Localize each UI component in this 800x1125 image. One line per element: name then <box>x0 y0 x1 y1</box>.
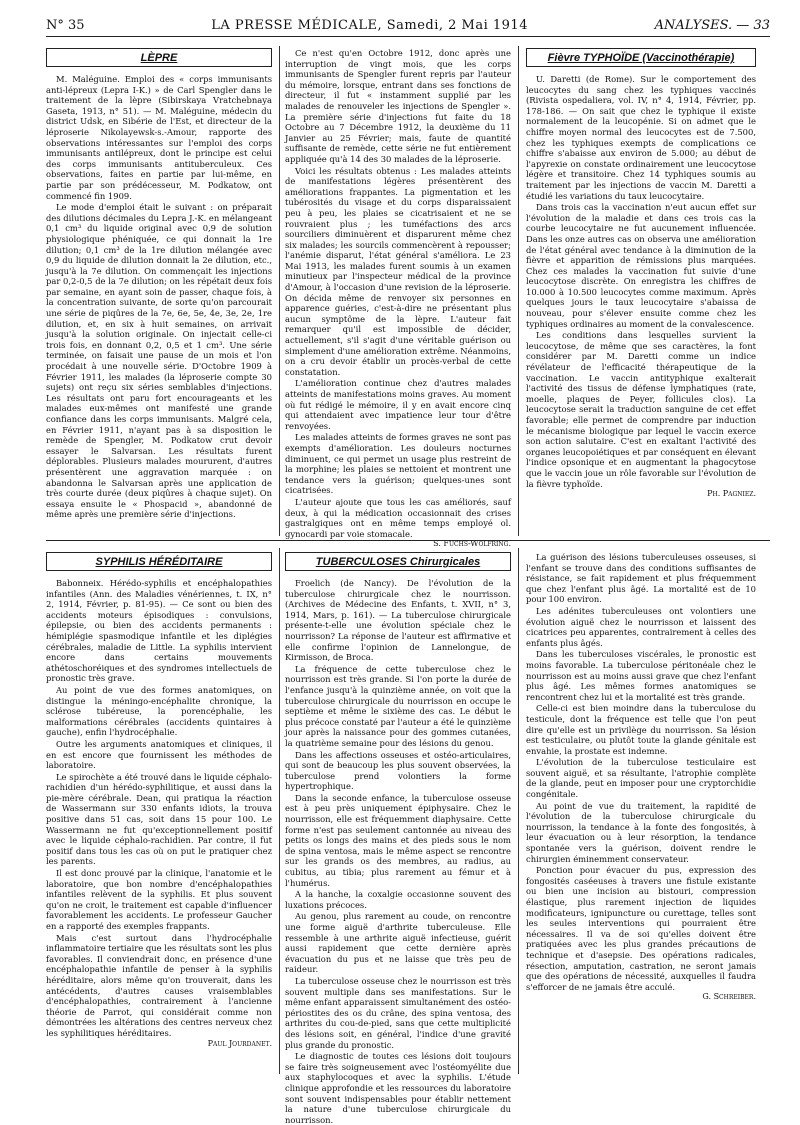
lepre-body <box>46 74 272 520</box>
article-paragraph: Dans trois cas la vaccination n'eut aucun effet sur l'évolution de la maladie et dans ces trois cas la courbe leucocytaire ne fut aucunement influencée. Dans les onze autres cas on observa une amélioration de l'état général avec tendance à la diminution de la fièvre et apparition de rémissions plus marquées. Chez ces malades la vaccination fut suivie d'une leucocytose discrète. On enregistra les chiffres de 10.000 à 10.500 leucocytes comme maximum. Après quelques jours le taux leucocytaire s'abaissa de nouveau, pour s'élever ensuite comme chez les typhiques ordinaires au moment de la convalescence. <box>526 202 756 329</box>
column-divider <box>279 548 280 1074</box>
article-paragraph: A la hanche, la coxalgie occasionne souvent des luxations précoces. <box>285 889 511 910</box>
article-paragraph: Ponction pour évacuer du pus, expression des fongosités caséeuses à travers une fistule existante ou bien une incision au bistouri, compression élastique, plus rarement injection de liquides modificateurs, ignipuncture ou curettage, telles sont les seules interventions qui pourraient être nécessaires. Il va de soi qu'elles doivent être pratiquées avec les plus grandes précautions de technique et d'asepsie. Des opérations radicales, résection, amputation, castration, ne seront jamais que des opérations de nécessité, auxquelles il faudra s'efforcer de ne jamais être acculé. <box>526 865 756 992</box>
typhoide-heading: Fièvre TYPHOÏDE (Vaccinothérapie) <box>526 48 756 67</box>
tuberculoses-body-continued <box>526 552 756 992</box>
article-paragraph: La guérison des lésions tuberculeuses osseuses, si l'enfant se trouve dans des conditions suffisantes de résistance, se fait rapidement et plus fréquemment que chez l'enfant plus âgé. La mortalité est de 10 pour 100 environ. <box>526 552 756 605</box>
article-paragraph: L'amélioration continue chez d'autres malades atteints de manifestations moins graves. Au moment où fut rédigé le mémoire, il y en avait encore cinq qui attendaient avec impatience leur tour d'être renvoyées. <box>285 378 511 431</box>
article-paragraph: U. Daretti (de Rome). Sur le comportement des leucocytes du sang chez les typhiques vaccinés (Rivista ospedaliera, vol. IV, n° 4, 1914, Février, pp. 178-186. — On sait que chez le typhique il existe normalement de la leucopénie. Si on admet que le chiffre moyen normal des leucocytes est de 7.500, chez les typhiques exempts de complications ce chiffre s'abaisse aux environ de 5.000; au début de l'apyrexie on constate ordinairement une leucocytose légère et transitoire. Chez 14 typhiques soumis au traitement par les injections de vaccin M. Daretti a étudié les variations du taux leucocytaire. <box>526 74 756 201</box>
article-paragraph: Les adénites tuberculeuses ont volontiers une évolution aiguë chez le nourrisson et laissent des cicatrices peu apparentes, contrairement à celles des enfants plus âgés. <box>526 605 756 648</box>
lepre-body-continued <box>285 48 511 539</box>
lepre-signature: S. Fuchs-Wolfring. <box>433 539 511 549</box>
article-paragraph: Les conditions dans lesquelles survient la leucocytose, de même que ses caractères, la font considérer par M. Daretti comme un indice révélateur de l'efficacité thérapeutique de la vaccination. Le vaccin antityphique exalterait l'activité des tissus de défense lymphatiques (rate, moelle, plaques de Peyer, follicules clos). La leucocytose serait la traduction sanguine de cet effet favorable; elle permet de comprendre par induction le mécanisme biologique par lequel le vaccin exerce son action salutaire. C'est en exaltant l'activité des organes leucopoiétiques et par conséquent en élevant l'indice opsonique et en augmentant la phagocytose que le vaccin joue un rôle favorable sur l'évolution de la fièvre typhoïde. <box>526 330 756 489</box>
article-paragraph: M. Maléguine. Emploi des « corps immunisants anti-lépreux (Lepra I-K.) » de Carl Spengler dans le traitement de la lèpre (Sibirskaya Vratchebnaya Gaseta, 1913, n° 51). — M. Maléguine, médecin du district Udsk, en Sibérie de l'Est, et directeur de la léproserie Nikolayewsk-s.-Amour, rapporte des observations intéressantes sur l'emploi des corps immunisants antilépreux, dont le principe est celui des corps immunisants antituberculeux. Ces observations, faites en partie par lui-même, en partie par son prédécesseur, M. Podkatow, ont commencé fin 1909. <box>46 74 272 201</box>
article-paragraph: Dans la seconde enfance, la tuberculose osseuse est à peu près uniquement épiphysaire. Chez le nourrisson, elle est fréquemment diaphysaire. Cette forme n'est pas seulement cantonnée au niveau des petits os longs des mains et des pieds sous le nom de spina ventosa, mais le même aspect se rencontre sur les grands os des membres, au radius, au cubitus, au tibia; plus rarement au fémur et à l'humérus. <box>285 792 511 888</box>
article-paragraph: Outre les arguments anatomiques et cliniques, il en est encore que fournissent les méthodes de laboratoire. <box>46 738 272 771</box>
article-paragraph: Froelich (de Nancy). De l'évolution de la tuberculose chirurgicale chez le nourrisson. (Archives de Médecine des Enfants, t. XVII, n° 3, 1914, Mars, p. 161). — La tuberculose chirurgicale présente-t-elle une évolution spéciale chez le nourrisson? La réponse de l'auteur est affirmative et elle confirme l'opinion de Lannelongue, de Kirmisson, de Broca. <box>285 578 511 663</box>
article-paragraph: Dans les affections osseuses et ostéo-articulaires, qui sont de beaucoup les plus souvent observées, la tuberculose prend volontiers la forme hypertrophique. <box>285 749 511 792</box>
page-number: N° 35 <box>46 17 85 33</box>
typhoide-article <box>526 48 756 523</box>
tuberculoses-article <box>285 552 511 1125</box>
article-paragraph: Babonneix. Hérédo-syphilis et encéphalopathies infantiles (Ann. des Maladies vénériennes, t. IX, n° 2, 1914, Février, p. 81-95). — Ce sont ou bien des accidents moteurs épisodiques : convulsions, épilepsie, ou bien des accidents permanents : hémiplégie spasmodique infantile et les diplégies cérébrales, maladie de Little. La syphilis intervient encore dans certains mouvements athétoschoréiques et des syndromes intellectuels de pronostic très grave. <box>46 578 272 684</box>
article-paragraph: Celle-ci est bien moindre dans la tuberculose du testicule, dont la fréquence est telle que l'on peut dire qu'elle est un privilège du nourrisson. Sa lésion est testiculaire, ou plutôt toute la glande génitale est envahie, la prostate est indemne. <box>526 703 756 756</box>
lepre-article-continued <box>285 48 511 549</box>
tuberculoses-article-continued <box>526 552 756 1072</box>
tuberculoses-signature: G. Schreiber. <box>702 992 756 1002</box>
article-paragraph: Voici les résultats obtenus : Les malades atteints de manifestations légères présentèrent des améliorations frappantes. La pigmentation et les tubérosités du visage et du corps disparaissaient peu à peu, les plaies se cicatrisaient et ne se rouvraient plus ; les tuméfactions des arcs sourciliers diminuèrent et disparurent même chez six malades; les sourcils commencèrent à repousser; l'anémie disparut, l'état général s'améliora. Le 23 Mai 1913, les malades furent soumis à un examen minutieux par l'inspecteur médical de la province d'Amour, à l'occasion d'une revision de la léproserie. On décida même de renvoyer six personnes en apparence guéries, c'est-à-dire ne présentant plus aucun symptôme de la lèpre. L'auteur fait remarquer qu'il est impossible de décider, actuellement, s'il s'agit d'une véritable guérison ou simplement d'une amélioration extrême. Néanmoins, on a cru devoir établir un procès-verbal de cette constatation. <box>285 165 511 377</box>
article-paragraph: La tuberculose osseuse chez le nourrisson est très souvent multiple dans ses manifestations. Sur le même enfant apparaissent simultanément des ostéo-périostites des os du crâne, des spina ventosa, des arthrites du cou-de-pied, sans que cette multiplicité des lésions soit, en général, l'indice d'une gravité plus grande du pronostic. <box>285 975 511 1050</box>
article-paragraph: Le spirochète a été trouvé dans le liquide céphalo-rachidien d'un hérédo-syphilitique, et aussi dans la pie-mère cérébrale. Dean, qui pratiqua la réaction de Wassermann sur 330 enfants idiots, la trouva positive dans 51 cas, soit dans 15 pour 100. Le Wassermann ne fut qu'exceptionnellement positif avec le liquide céphalo-rachidien. Par contre, il fut positif dans tous les cas où on put le pratiquer chez les parents. <box>46 771 272 867</box>
syphilis-article <box>46 552 272 1072</box>
syphilis-body <box>46 578 272 1039</box>
lepre-heading: LÈPRE <box>46 48 272 67</box>
lepre-article <box>46 48 272 528</box>
article-paragraph: Le diagnostic de toutes ces lésions doit toujours se faire très soigneusement avec l'ostéomyélite due aux staphylocoques et avec la syphilis. L'étude clinique approfondie et les ressources du laboratoire sont souvent indispensables pour établir nettement la nature d'une tuberculose chirurgicale du nourrisson. <box>285 1051 511 1125</box>
article-paragraph: Au point de vue des formes anatomiques, on distingue la méningo-encéphalite chronique, la sclérose tubéreuse, la porencéphalie, les malformations cérébrales (accidents quintaires à gauche), enfin l'hydrocéphalie. <box>46 684 272 738</box>
syphilis-signature: Paul Jourdanet. <box>207 1038 272 1048</box>
column-divider <box>518 548 519 1074</box>
article-paragraph: Dans les tuberculoses viscérales, le pronostic est moins favorable. La tuberculose péritonéale chez le nourrisson est au moins aussi grave que chez l'enfant plus âgé. Les mêmes formes anatomiques se rencontrent chez lui et la mortalité est très grande. <box>526 649 756 702</box>
tuberculoses-heading: TUBERCULOSES Chirurgicales <box>285 552 511 571</box>
section-title: ANALYSES. — 33 <box>654 17 770 33</box>
typhoide-signature: Ph. Pagniez. <box>707 489 756 499</box>
article-paragraph: L'évolution de la tuberculose testiculaire est souvent aiguë, et sa résultante, l'atrophie complète de la glande, peut en imposer pour une cryptorchidie congénitale. <box>526 757 756 800</box>
page-header <box>46 14 770 37</box>
article-paragraph: La fréquence de cette tuberculose chez le nourrisson est très grande. Si l'on porte la durée de l'enfance jusqu'à la quinzième année, on voit que la tuberculose chirurgicale du nourrisson en occupe le septième et même le sixième des cas. Le début le plus précoce constaté par l'auteur a été le quinzième jour après la naissance pour des gommes cutanées, la quatrième semaine pour des lésions du genou. <box>285 663 511 748</box>
tuberculoses-body <box>285 578 511 1125</box>
column-divider <box>518 46 519 536</box>
syphilis-heading: SYPHILIS HÉRÉDITAIRE <box>46 552 272 571</box>
article-paragraph: Les malades atteints de formes graves ne sont pas exempts d'amélioration. Les douleurs nocturnes diminuent, ce qui permet un usage plus restreint de la morphine; les plaies se nettoient et montrent une tendance vers la guérison; quelques-unes sont cicatrisées. <box>285 432 511 496</box>
journal-title: LA PRESSE MÉDICALE, Samedi, 2 Mai 1914 <box>211 17 528 33</box>
article-paragraph: Au genou, plus rarement au coude, on rencontre une forme aiguë d'arthrite tuberculeuse. Elle ressemble à une arthrite aiguë infectieuse, guérit aussi rapidement que cette dernière après évacuation du pus et ne laisse que très peu de raideur. <box>285 911 511 975</box>
column-divider <box>279 46 280 536</box>
article-paragraph: Mais c'est surtout dans l'hydrocéphalie inflammatoire tertiaire que les résultats sont les plus favorables. Il conviendrait donc, en présence d'une encéphalopathie infantile de penser à la syphilis héréditaire, alors même qu'on trouverait, dans les antécédents, d'autres causes vraisemblables d'encéphalopathies, contrairement à l'ancienne théorie de Parrot, qui considérait comme non démontrées les altérations des centres nerveux chez les syphilitiques héréditaires. <box>46 932 272 1038</box>
article-paragraph: Le mode d'emploi était le suivant : on préparait des dilutions décimales du Lepra J.-K. en mélangeant 0,1 cm³ du liquide original avec 0,9 de solution physiologique phéniquée, ce qui donnait la 1re dilution; 0,1 cm³ de la 1re dilution mélangée avec 0,9 du liquide de dilution donnait la 2e dilution, etc., jusqu'à la 7e dilution. On commençait les injections par 0,2-0,5 de la 7e dilution; on les répétait deux fois par semaine, en ayant soin de passer, chaque fois, à la concentration suivante, de sorte qu'on parcourait une série de piqûres de la 7e, 6e, 5e, 4e, 3e, 2e, 1re dilution, et, en six à huit semaines, on arrivait jusqu'à la solution originale. On injectait celle-ci trois fois, en donnant 0,2, 0,5 et 1 cm³. Une série terminée, on faisait une pause de un mois et l'on procédait à une nouvelle série. D'Octobre 1909 à Février 1911, les malades (la léproserie compte 30 sujets) ont reçu six séries semblables d'injections. Les résultats ont paru fort encourageants et les malades eux-mêmes ont manifesté une grande confiance dans les corps immunisants. Malgré cela, en Février 1911, n'ayant pas à sa disposition le remède de Spengler, M. Podkatow crut devoir essayer le Salvarsan. Les résultats furent déplorables. Plusieurs malades moururent, d'autres présentèrent une aggravation marquée : on abandonna le Salvarsan après une application de très courte durée (deux piqûres à chaque sujet). On essaya ensuite le « Phospacid », abandonné de même après une première série d'injections. <box>46 202 272 520</box>
article-paragraph: Ce n'est qu'en Octobre 1912, donc après une interruption de vingt mois, que les corps immunisants de Spengler furent repris par l'auteur du mémoire, lorsque, entrant dans ses fonctions de directeur, il fut « instamment supplié par les malades de renouveler les injections de Spengler ». La première série d'injections fut faite du 18 Octobre au 7 Décembre 1912, la deuxième du 11 Janvier au 25 Février; mais, faute de quantité suffisante de remède, cette série ne fut entièrement appliquée qu'à 14 des 30 malades de la léproserie. <box>285 48 511 164</box>
article-paragraph: Au point de vue du traitement, la rapidité de l'évolution de la tuberculose chirurgicale du nourrisson, la tendance à la fonte des fongosités, à leur évacuation ou à leur résorption, la tendance spontanée vers la guérison, doivent rendre le chirurgien éminemment conservateur. <box>526 800 756 864</box>
article-paragraph: Il est donc prouvé par la clinique, l'anatomie et le laboratoire, que bon nombre d'encéphalopathies infantiles relèvent de la syphilis. Et plus souvent qu'on ne croit, le traitement est capable d'influencer favorablement les accidents. Le professeur Gaucher en a rapporté des exemples frappants. <box>46 868 272 931</box>
typhoide-body <box>526 74 756 489</box>
horizontal-divider <box>46 540 770 541</box>
article-paragraph: L'auteur ajoute que tous les cas améliorés, sauf deux, à qui la médication occasionnait des crises gastralgiques ont en même temps employé ol. gynocardi par voie stomacale. <box>285 496 511 539</box>
